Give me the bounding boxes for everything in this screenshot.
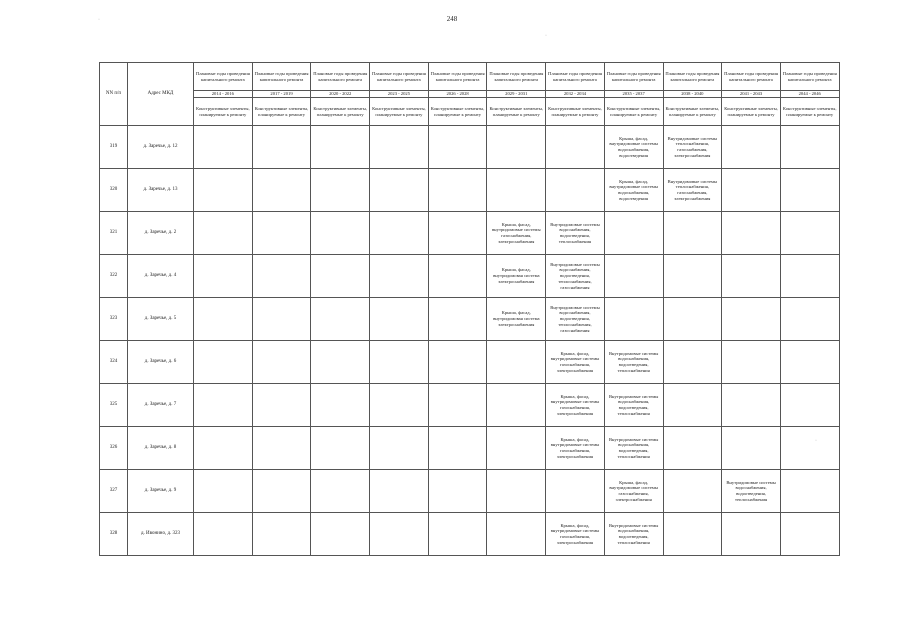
repair-elements-cell [487, 427, 546, 470]
repair-elements-cell [370, 384, 429, 427]
repair-elements-cell [252, 513, 311, 556]
repair-elements-cell [546, 126, 605, 169]
repair-elements-cell [252, 298, 311, 341]
repair-elements-cell: Внутридомовые системы водоснабжения, водоотведения, теплоснабжения, газоснабжения [546, 255, 605, 298]
repair-elements-cell [487, 513, 546, 556]
repair-elements-cell [604, 255, 663, 298]
header-planned-years: Плановые годы проведения капитального ремонта [663, 63, 722, 91]
repair-elements-cell [722, 126, 781, 169]
header-address: Адрес МКД [128, 63, 194, 126]
row-address: д. Заречье, д. 13 [128, 169, 194, 212]
header-planned-years: Плановые годы проведения капитального ремонта [428, 63, 487, 91]
repair-elements-cell [252, 169, 311, 212]
repair-elements-cell [722, 384, 781, 427]
header-period: 2044 - 2046 [780, 91, 839, 98]
header-planned-years: Плановые годы проведения капитального ремонта [252, 63, 311, 91]
header-num: NN п/п [100, 63, 128, 126]
repair-elements-cell [252, 255, 311, 298]
repair-elements-cell [311, 427, 370, 470]
repair-elements-cell: Внутридомовые системы теплоснабжения, газоснабжения, электроснабжения [663, 126, 722, 169]
header-period: 2017 - 2019 [252, 91, 311, 98]
repair-elements-cell [663, 384, 722, 427]
header-planned-years: Плановые годы проведения капитального ремонта [370, 63, 429, 91]
row-number: 327 [100, 470, 128, 513]
repair-elements-cell [194, 212, 253, 255]
repair-elements-cell [604, 212, 663, 255]
repair-elements-cell [428, 169, 487, 212]
header-elements: Конструктивные элементы, планируемые к ремонту [722, 98, 781, 126]
header-elements: Конструктивные элементы, планируемые к ремонту [780, 98, 839, 126]
repair-elements-cell: Крыша, фасад, внутридомовая система электроснабжения [487, 255, 546, 298]
repair-elements-cell [370, 255, 429, 298]
repair-elements-cell [370, 126, 429, 169]
repair-elements-cell: Крыша, фасад, внутридомовые системы водоснабжения, водоотведения [604, 126, 663, 169]
repair-elements-cell [722, 212, 781, 255]
repair-elements-cell [487, 341, 546, 384]
repair-elements-cell: Внутридомовые системы водоснабжения, водоотведения, теплоснабжения [546, 212, 605, 255]
header-planned-years: Плановые годы проведения капитального ремонта [780, 63, 839, 91]
row-number: 328 [100, 513, 128, 556]
repair-elements-cell [311, 169, 370, 212]
repair-elements-cell [546, 470, 605, 513]
header-elements: Конструктивные элементы, планируемые к ремонту [311, 98, 370, 126]
repair-elements-cell [663, 341, 722, 384]
repair-elements-cell [780, 470, 839, 513]
header-elements: Конструктивные элементы, планируемые к ремонту [487, 98, 546, 126]
header-period: 2014 - 2016 [194, 91, 253, 98]
repair-elements-cell [663, 427, 722, 470]
table-row [100, 212, 840, 255]
repair-elements-cell [311, 126, 370, 169]
row-address: д. Заречье, д. 6 [128, 341, 194, 384]
repair-elements-cell [487, 169, 546, 212]
repair-elements-cell [428, 427, 487, 470]
row-address: д. Заречье, д. 4 [128, 255, 194, 298]
repair-elements-cell: Внутридомовые системы водоснабжения, водоотведения, теплоснабжения, газоснабжения [546, 298, 605, 341]
repair-elements-cell [428, 255, 487, 298]
repair-elements-cell [428, 513, 487, 556]
row-address: д. Заречье, д. 2 [128, 212, 194, 255]
header-elements: Конструктивные элементы, планируемые к ремонту [194, 98, 253, 126]
repair-elements-cell [194, 126, 253, 169]
repair-elements-cell [252, 212, 311, 255]
repair-elements-cell: Внутридомовые системы водоснабжения, водоотведения, теплоснабжения [722, 470, 781, 513]
header-planned-years: Плановые годы проведения капитального ремонта [722, 63, 781, 91]
repair-elements-cell [370, 212, 429, 255]
header-elements: Конструктивные элементы, планируемые к ремонту [663, 98, 722, 126]
header-period: 2038 - 2040 [663, 91, 722, 98]
repair-elements-cell [663, 470, 722, 513]
repair-elements-cell [194, 384, 253, 427]
repair-elements-cell [780, 298, 839, 341]
table-row [100, 341, 840, 384]
row-number: 320 [100, 169, 128, 212]
repair-elements-cell [252, 470, 311, 513]
repair-elements-cell: Крыша, фасад, внутридомовые системы газоснабжения, электроснабжения [546, 341, 605, 384]
row-number: 322 [100, 255, 128, 298]
repair-elements-cell [252, 427, 311, 470]
repair-elements-cell [780, 427, 839, 470]
table-row [100, 298, 840, 341]
repair-elements-cell [370, 470, 429, 513]
repair-elements-cell [428, 298, 487, 341]
header-period: 2029 - 2031 [487, 91, 546, 98]
header-period: 2035 - 2037 [604, 91, 663, 98]
header-elements: Конструктивные элементы, планируемые к ремонту [428, 98, 487, 126]
repair-elements-cell [194, 470, 253, 513]
row-address: д. Заречье, д. 9 [128, 470, 194, 513]
repair-elements-cell [487, 126, 546, 169]
repair-elements-cell [252, 341, 311, 384]
repair-elements-cell [780, 513, 839, 556]
repair-elements-cell [663, 298, 722, 341]
repair-elements-cell: Крыша, фасад, внутридомовая система электроснабжения [487, 298, 546, 341]
repair-elements-cell [194, 255, 253, 298]
repair-elements-cell: Крыша, фасад, внутридомовые системы газоснабжения, электроснабжения [604, 470, 663, 513]
repair-elements-cell: Внутридомовые системы теплоснабжения, газоснабжения, электроснабжения [663, 169, 722, 212]
table-row [100, 384, 840, 427]
table-row [100, 470, 840, 513]
repair-elements-cell [780, 384, 839, 427]
repair-elements-cell [428, 384, 487, 427]
repair-elements-cell [252, 126, 311, 169]
repair-elements-cell [428, 126, 487, 169]
repair-elements-cell [780, 212, 839, 255]
row-number: 323 [100, 298, 128, 341]
header-period: 2020 - 2022 [311, 91, 370, 98]
row-number: 324 [100, 341, 128, 384]
header-planned-years: Плановые годы проведения капитального ремонта [604, 63, 663, 91]
table-row [100, 126, 840, 169]
row-address: д. Ивонино, д. 323 [128, 513, 194, 556]
row-number: 326 [100, 427, 128, 470]
table-row [100, 169, 840, 212]
header-planned-years: Плановые годы проведения капитального ремонта [487, 63, 546, 91]
repair-elements-cell [604, 298, 663, 341]
repair-elements-cell [370, 341, 429, 384]
header-period: 2032 - 2034 [546, 91, 605, 98]
repair-elements-cell [311, 341, 370, 384]
repair-elements-cell [428, 470, 487, 513]
repair-elements-cell [252, 384, 311, 427]
row-address: д. Заречье, д. 5 [128, 298, 194, 341]
header-elements: Конструктивные элементы, планируемые к ремонту [546, 98, 605, 126]
repair-elements-cell [370, 169, 429, 212]
repair-elements-cell [311, 255, 370, 298]
repair-elements-cell [311, 384, 370, 427]
repair-elements-cell [722, 513, 781, 556]
header-planned-years: Плановые годы проведения капитального ремонта [546, 63, 605, 91]
repair-elements-cell [780, 126, 839, 169]
scan-dot: · [815, 438, 817, 444]
repair-elements-cell [663, 255, 722, 298]
repair-elements-cell: Внутридомовые системы водоснабжения, водоотведения, теплоснабжения [604, 427, 663, 470]
repair-elements-cell: Внутридомовые системы водоснабжения, водоотведения, теплоснабжения [604, 384, 663, 427]
repair-elements-cell [194, 169, 253, 212]
scan-dot: · [98, 17, 100, 23]
repair-elements-cell [194, 298, 253, 341]
repair-elements-cell: Внутридомовые системы водоснабжения, водоотведения, теплоснабжения [604, 341, 663, 384]
row-number: 319 [100, 126, 128, 169]
row-number: 321 [100, 212, 128, 255]
repair-elements-cell: Внутридомовые системы водоснабжения, водоотведения, теплоснабжения [604, 513, 663, 556]
repair-elements-cell [370, 513, 429, 556]
repair-elements-cell [370, 427, 429, 470]
scan-dot: · [545, 33, 547, 39]
repair-elements-cell [487, 470, 546, 513]
repair-elements-cell [311, 298, 370, 341]
page-number: 248 [446, 15, 458, 23]
repair-elements-cell: Крыша, фасад, внутридомовые системы газоснабжения, электроснабжения [546, 513, 605, 556]
row-address: д. Заречье, д. 8 [128, 427, 194, 470]
repair-elements-cell [663, 513, 722, 556]
repair-elements-cell: Крыша, фасад, внутридомовые системы газоснабжения, электроснабжения [487, 212, 546, 255]
header-elements: Конструктивные элементы, планируемые к ремонту [370, 98, 429, 126]
header-period: 2023 - 2025 [370, 91, 429, 98]
header-planned-years: Плановые годы проведения капитального ремонта [194, 63, 253, 91]
repair-elements-cell [722, 341, 781, 384]
repair-elements-cell [722, 255, 781, 298]
header-period: 2026 - 2028 [428, 91, 487, 98]
repair-elements-cell [194, 513, 253, 556]
repair-elements-cell [428, 341, 487, 384]
header-elements: Конструктивные элементы, планируемые к ремонту [252, 98, 311, 126]
repair-elements-cell [311, 513, 370, 556]
table-row [100, 427, 840, 470]
capital-repair-table [99, 62, 840, 556]
repair-elements-cell [722, 298, 781, 341]
row-address: д. Заречье, д. 12 [128, 126, 194, 169]
repair-elements-cell [663, 212, 722, 255]
row-address: д. Заречье, д. 7 [128, 384, 194, 427]
repair-elements-cell [546, 169, 605, 212]
repair-elements-cell [722, 169, 781, 212]
repair-elements-cell [194, 427, 253, 470]
repair-elements-cell [487, 384, 546, 427]
repair-elements-cell: Крыша, фасад, внутридомовые системы газоснабжения, электроснабжения [546, 384, 605, 427]
repair-elements-cell: Крыша, фасад, внутридомовые системы газоснабжения, электроснабжения [546, 427, 605, 470]
repair-elements-cell [780, 341, 839, 384]
row-number: 325 [100, 384, 128, 427]
repair-elements-cell [194, 341, 253, 384]
repair-elements-cell [722, 427, 781, 470]
header-period: 2041 - 2043 [722, 91, 781, 98]
table-row [100, 513, 840, 556]
table-row [100, 255, 840, 298]
repair-elements-cell [428, 212, 487, 255]
header-elements: Конструктивные элементы, планируемые к ремонту [604, 98, 663, 126]
repair-elements-cell [780, 169, 839, 212]
repair-elements-cell [311, 470, 370, 513]
repair-elements-cell [370, 298, 429, 341]
repair-elements-cell [311, 212, 370, 255]
header-planned-years: Плановые годы проведения капитального ремонта [311, 63, 370, 91]
repair-elements-cell [780, 255, 839, 298]
repair-elements-cell: Крыша, фасад, внутридомовые системы водоснабжения, водоотведения [604, 169, 663, 212]
